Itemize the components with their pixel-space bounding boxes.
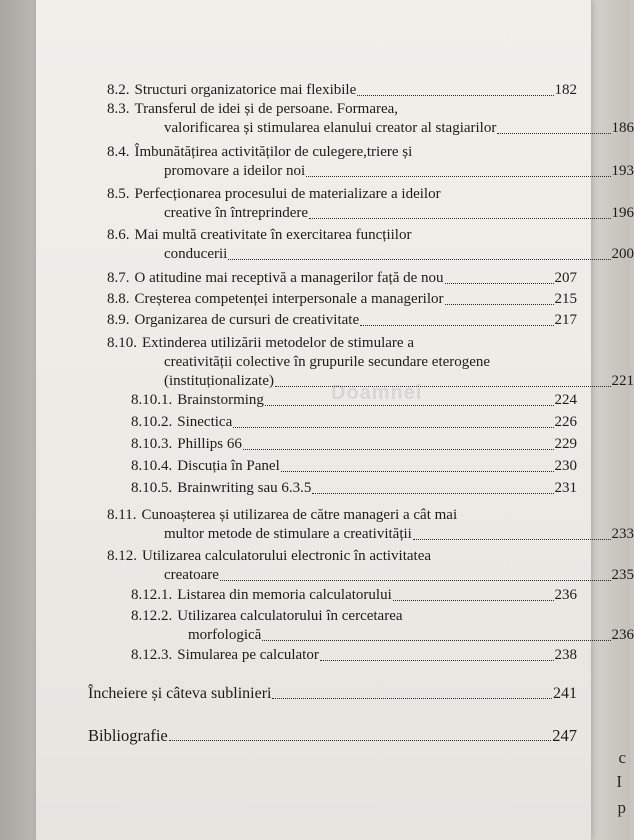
toc-entry [107, 547, 634, 585]
toc-entry-title: Organizarea de cursuri de creativitate [134, 312, 360, 328]
toc-page-number: 235 [611, 567, 634, 583]
toc-entry-number: 8.10.1. [131, 392, 173, 408]
toc-page-number: 231 [554, 480, 577, 496]
toc-page-number: 196 [611, 205, 634, 221]
toc-page-number: 236 [611, 627, 634, 643]
toc-page-number: 233 [611, 526, 634, 542]
toc-entry-number: 8.2. [107, 82, 130, 98]
toc-entry-title-continued: multor metode de stimulare a creativității [164, 526, 412, 542]
toc-page-number: 224 [554, 392, 577, 408]
toc-entry-title: Încheiere și câteva sublinieri [88, 685, 272, 702]
toc-entry [107, 334, 634, 391]
dot-leader [312, 492, 553, 494]
toc-entry-number: 8.10.3. [131, 436, 173, 452]
toc-entry-title: Cunoașterea și utilizarea de către manageri a cât mai [141, 507, 458, 523]
toc-page-number: 238 [554, 647, 577, 663]
toc-entry-title: Listarea din memoria calculatorului [177, 587, 392, 603]
dot-leader [220, 579, 611, 581]
toc-entry-number: 8.4. [107, 144, 130, 160]
dot-leader [360, 324, 553, 326]
toc-entry-number: 8.9. [107, 312, 130, 328]
dot-leader [169, 739, 552, 741]
toc-entry-title-continued: creative în întreprindere [164, 205, 309, 221]
dot-leader [357, 94, 553, 96]
toc-entry-title: Perfecționarea procesului de materializare a ideilor [134, 186, 441, 202]
watermark: Doamnei [331, 382, 423, 404]
toc-entry-number: 8.10.5. [131, 480, 173, 496]
toc-entry [107, 226, 634, 264]
toc-entry [107, 185, 634, 223]
toc-page-number: 217 [554, 312, 577, 328]
toc-entry-title-continued: promovare a ideilor noi [164, 163, 306, 179]
toc-entry-number: 8.10.4. [131, 458, 173, 474]
toc-page-number: 221 [611, 373, 634, 389]
dot-leader [320, 659, 554, 661]
table-of-contents [36, 0, 634, 840]
toc-entry-title: Sinectica [177, 414, 233, 430]
toc-entry-title-continued: (instituționalizate) [164, 373, 274, 389]
toc-entry [131, 457, 577, 476]
toc-entry-number: 8.7. [107, 270, 130, 286]
book-page [36, 0, 634, 840]
toc-entry-title: O atitudine mai receptivă a managerilor față de nou [134, 270, 444, 286]
dot-leader [413, 538, 611, 540]
toc-entry-title-continued: conducerii [164, 246, 228, 262]
toc-page-number: 200 [611, 246, 634, 262]
toc-page-number: 193 [611, 163, 634, 179]
toc-entry [107, 143, 634, 181]
toc-entry-title-continued: creativității colective în grupurile secundare eterogene [164, 354, 491, 370]
toc-entry-title-continued: valorificarea și stimularea elanului creator al stagiarilor [164, 120, 497, 136]
toc-page-number: 230 [554, 458, 577, 474]
toc-entry-title: Simularea pe calculator [177, 647, 319, 663]
toc-entry-number: 8.6. [107, 227, 130, 243]
dot-leader [445, 303, 554, 305]
toc-entry-title: Brainwriting sau 6.3.5 [177, 480, 312, 496]
toc-page-number: 207 [554, 270, 577, 286]
toc-entry-title: Brainstorming [177, 392, 264, 408]
dot-leader [228, 258, 610, 260]
toc-entry-title: Transferul de idei și de persoane. Formarea, [134, 101, 399, 117]
toc-entry [131, 435, 577, 454]
toc-page-number: 229 [554, 436, 577, 452]
toc-entry-title-continued: creatoare [164, 567, 219, 583]
toc-entry-title: Structuri organizatorice mai flexibile [134, 82, 357, 98]
toc-page-number: 186 [611, 120, 634, 136]
toc-entry-number: 8.8. [107, 291, 130, 307]
toc-entry [131, 586, 577, 605]
toc-page-number: 247 [552, 726, 577, 745]
toc-entry-number: 8.10.2. [131, 414, 173, 430]
dot-leader [243, 448, 554, 450]
edge-letter-3: p [617, 798, 626, 817]
toc-entry-number: 8.12.1. [131, 587, 173, 603]
toc-page-number: 226 [554, 414, 577, 430]
toc-page-number: 215 [554, 291, 577, 307]
edge-letter-2: I [616, 772, 622, 791]
toc-page-number: 241 [553, 685, 577, 702]
toc-entry-number: 8.5. [107, 186, 130, 202]
toc-entry-number: 8.3. [107, 101, 130, 117]
toc-entry [131, 607, 634, 645]
toc-entry [131, 391, 577, 410]
edge-letter-1: c [618, 748, 626, 767]
background-left [0, 0, 40, 840]
toc-entry [131, 646, 577, 665]
toc-entry-title: Extinderea utilizării metodelor de stimulare a [142, 335, 414, 351]
toc-entry-number: 8.12.2. [131, 608, 173, 624]
toc-entry-title: Phillips 66 [177, 436, 242, 452]
toc-entry [88, 684, 577, 703]
dot-leader [281, 470, 554, 472]
dot-leader [272, 697, 552, 699]
dot-leader [306, 175, 610, 177]
toc-entry-title-continued: morfologică [188, 627, 262, 643]
toc-entry [107, 100, 634, 138]
toc-entry-title: Creșterea competenței interpersonale a managerilor [134, 291, 444, 307]
dot-leader [445, 282, 554, 284]
toc-page-number: 182 [554, 82, 577, 98]
toc-entry [131, 413, 577, 432]
dot-leader [265, 404, 554, 406]
toc-entry-title: Discuția în Panel [177, 458, 280, 474]
toc-entry [131, 479, 577, 498]
toc-entry-number: 8.10. [107, 335, 137, 351]
toc-entry-title: Utilizarea calculatorului electronic în activitatea [142, 548, 432, 564]
toc-entry-title: Bibliografie [88, 726, 168, 745]
toc-entry-number: 8.11. [107, 507, 137, 523]
dot-leader [393, 599, 554, 601]
dot-leader [233, 426, 553, 428]
toc-entry [107, 311, 577, 330]
toc-entry-title: Îmbunătățirea activităților de culegere,triere și [134, 144, 413, 160]
toc-entry-title: Mai multă creativitate în exercitarea funcțiilor [134, 227, 412, 243]
toc-entry [107, 81, 577, 100]
dot-leader [262, 639, 610, 641]
dot-leader [497, 132, 610, 134]
toc-entry [88, 726, 577, 745]
dot-leader [309, 217, 610, 219]
toc-entry [107, 506, 634, 544]
toc-entry [107, 269, 577, 288]
toc-entry-title: Utilizarea calculatorului în cercetarea [177, 608, 403, 624]
dot-leader [275, 385, 611, 387]
toc-entry [107, 290, 577, 309]
toc-entry-number: 8.12. [107, 548, 137, 564]
toc-page-number: 236 [554, 587, 577, 603]
toc-entry-number: 8.12.3. [131, 647, 173, 663]
